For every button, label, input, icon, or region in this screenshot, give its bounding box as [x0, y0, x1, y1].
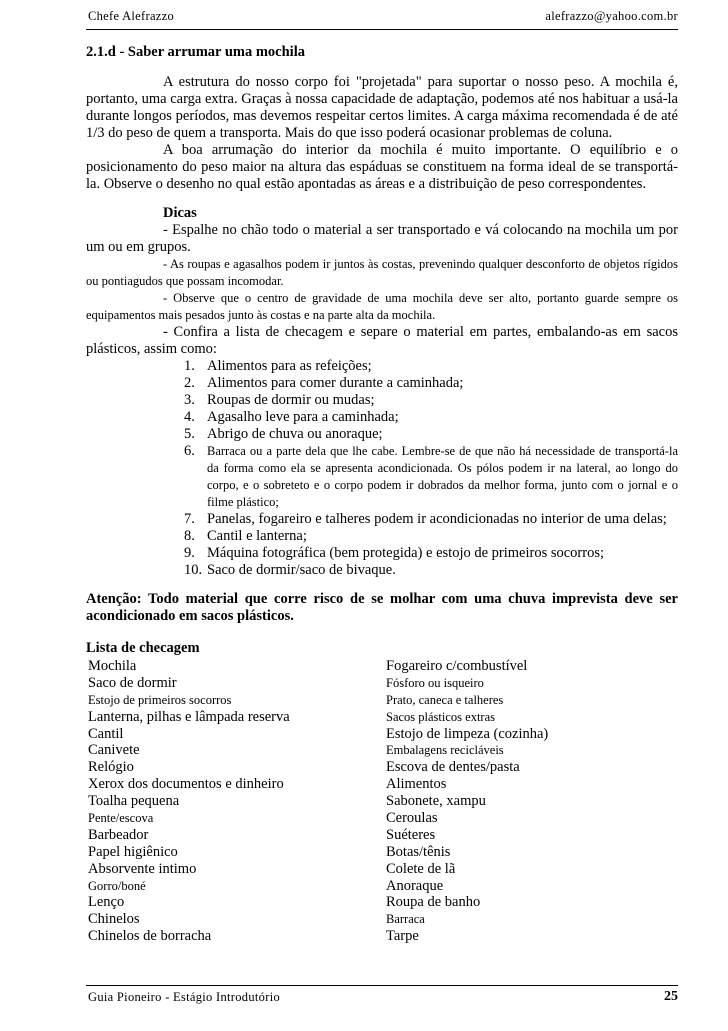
checklist-item: Lenço	[88, 894, 125, 911]
checklist-item: Prato, caneca e talheres	[386, 692, 504, 707]
checklist-item: Chinelos de borracha	[88, 928, 212, 945]
header-email: alefrazzo@yahoo.com.br	[545, 9, 678, 23]
list-item: 3. Roupas de dormir ou mudas;	[184, 392, 375, 408]
header-rule	[86, 29, 678, 30]
checklist-item: Mochila	[88, 658, 137, 674]
checklist-item: Estojo de limpeza (cozinha)	[386, 725, 549, 742]
checklist-item: Saco de dormir	[88, 674, 177, 691]
checklist-item: Papel higiênico	[88, 843, 178, 860]
checklist-item: Pente/escova	[88, 811, 154, 826]
checklist-item: Fogareiro c/combustível	[386, 658, 528, 674]
footer-title: Guia Pioneiro - Estágio Introdutório	[88, 990, 281, 1004]
footer-rule	[86, 985, 678, 986]
list-item: 1. Alimentos para as refeições;	[184, 358, 372, 374]
packing-list	[86, 358, 678, 579]
page-header	[88, 9, 678, 29]
paragraph-1: A estrutura do nosso corpo foi "projetada" para suportar o nosso peso. A mochila é, portanto, uma carga extra. Graças à nossa capacidade de adaptação, podemos até nos habituar a usá-la durante longos períodos, mas devemos respeitar certos limites. A carga máxima recomendada é de até 1/3 do peso de quem a transporta. Mais do que isso poderá ocasionar problemas de coluna.	[86, 74, 678, 141]
checklist-item: Sabonete, xampu	[386, 793, 486, 810]
checklist-right-column	[386, 658, 678, 945]
checklist-item: Canivete	[88, 742, 140, 759]
checklist-item: Escova de dentes/pasta	[386, 759, 520, 776]
checklist-item: Chinelos	[88, 911, 140, 928]
checklist-item: Roupa de banho	[386, 894, 481, 911]
checklist-item: Absorvente intimo	[88, 860, 197, 877]
checklist-item: Ceroulas	[386, 810, 438, 827]
checklist-item: Suéteres	[386, 826, 436, 843]
list-item: 2. Alimentos para comer durante a caminhada;	[184, 375, 464, 391]
checklist-item: Barbeador	[88, 826, 149, 843]
checklist-item: Lanterna, pilhas e lâmpada reserva	[88, 708, 290, 725]
dica-3: - Observe que o centro de gravidade de uma mochila deve ser alto, portanto guarde sempre os equipamentos mais pesados junto às costas e na parte alta da mochila.	[86, 291, 678, 322]
dica-4: - Confira a lista de checagem e separe o material em partes, embalando-as em sacos plásticos, assim como:	[86, 324, 678, 357]
checklist-item: Xerox dos documentos e dinheiro	[88, 776, 284, 793]
checklist-item: Tarpe	[386, 928, 419, 945]
checklist-item: Fósforo ou isqueiro	[386, 675, 484, 690]
list-item: 5. Abrigo de chuva ou anoraque;	[184, 426, 383, 442]
checklist-title: Lista de checagem	[86, 640, 200, 656]
paragraph-2: A boa arrumação do interior da mochila é muito importante. O equilíbrio e o posicionamento do peso maior na altura das espáduas se constituem na forma ideal de se transportá-la. Observe o desenho no qual estão apontadas as áreas e a distribuição de peso correspondentes.	[86, 142, 678, 192]
dicas-heading: Dicas	[163, 205, 197, 221]
list-item: 8. Cantil e lanterna;	[184, 528, 307, 544]
checklist-item: Colete de lã	[386, 860, 456, 877]
checklist-item: Alimentos	[386, 776, 447, 793]
list-item: 10. Saco de dormir/saco de bivaque.	[184, 562, 396, 578]
header-author: Chefe Alefrazzo	[88, 9, 175, 23]
checklist-item: Estojo de primeiros socorros	[88, 692, 232, 707]
page-number: 25	[664, 989, 678, 1004]
checklist	[86, 658, 678, 945]
list-item: 6. Barraca ou a parte dela que lhe cabe. Lembre-se de que não há necessidade de transportá-la da forma como ela se apresenta acondicionada. Os pólos podem ir na lateral, ao longo do corpo, e o sobreteto e o corpo podem ir dobrados da melhor forma, junto com o jornal e o filme plástico;	[184, 443, 678, 509]
dica-1: - Espalhe no chão todo o material a ser transportado e vá colocando na mochila um por um ou em grupos.	[86, 222, 678, 255]
list-item: 4. Agasalho leve para a caminhada;	[184, 409, 399, 425]
list-item: 9. Máquina fotográfica (bem protegida) e estojo de primeiros socorros;	[184, 545, 605, 561]
checklist-item: Cantil	[88, 725, 124, 742]
page-body	[86, 38, 678, 945]
checklist-item: Embalagens recicláveis	[386, 743, 504, 758]
list-item: 7. Panelas, fogareiro e talheres podem ir acondicionadas no interior de uma delas;	[184, 511, 667, 527]
checklist-item: Sacos plásticos extras	[386, 709, 496, 724]
checklist-item: Relógio	[88, 759, 134, 776]
checklist-item: Botas/tênis	[386, 843, 451, 860]
section-title: 2.1.d - Saber arrumar uma mochila	[86, 44, 305, 60]
checklist-left-column	[86, 658, 386, 945]
checklist-item: Barraca	[386, 912, 425, 927]
checklist-item: Toalha pequena	[88, 793, 180, 810]
checklist-item: Gorro/boné	[88, 878, 146, 893]
dica-2: - As roupas e agasalhos podem ir juntos às costas, prevenindo qualquer desconforto de objetos rígidos ou pontiagudos que possam incomodar.	[86, 257, 678, 288]
checklist-item: Anoraque	[386, 877, 444, 894]
attention-note: Atenção: Todo material que corre risco de se molhar com uma chuva imprevista deve ser acondicionado em sacos plásticos.	[86, 591, 678, 624]
